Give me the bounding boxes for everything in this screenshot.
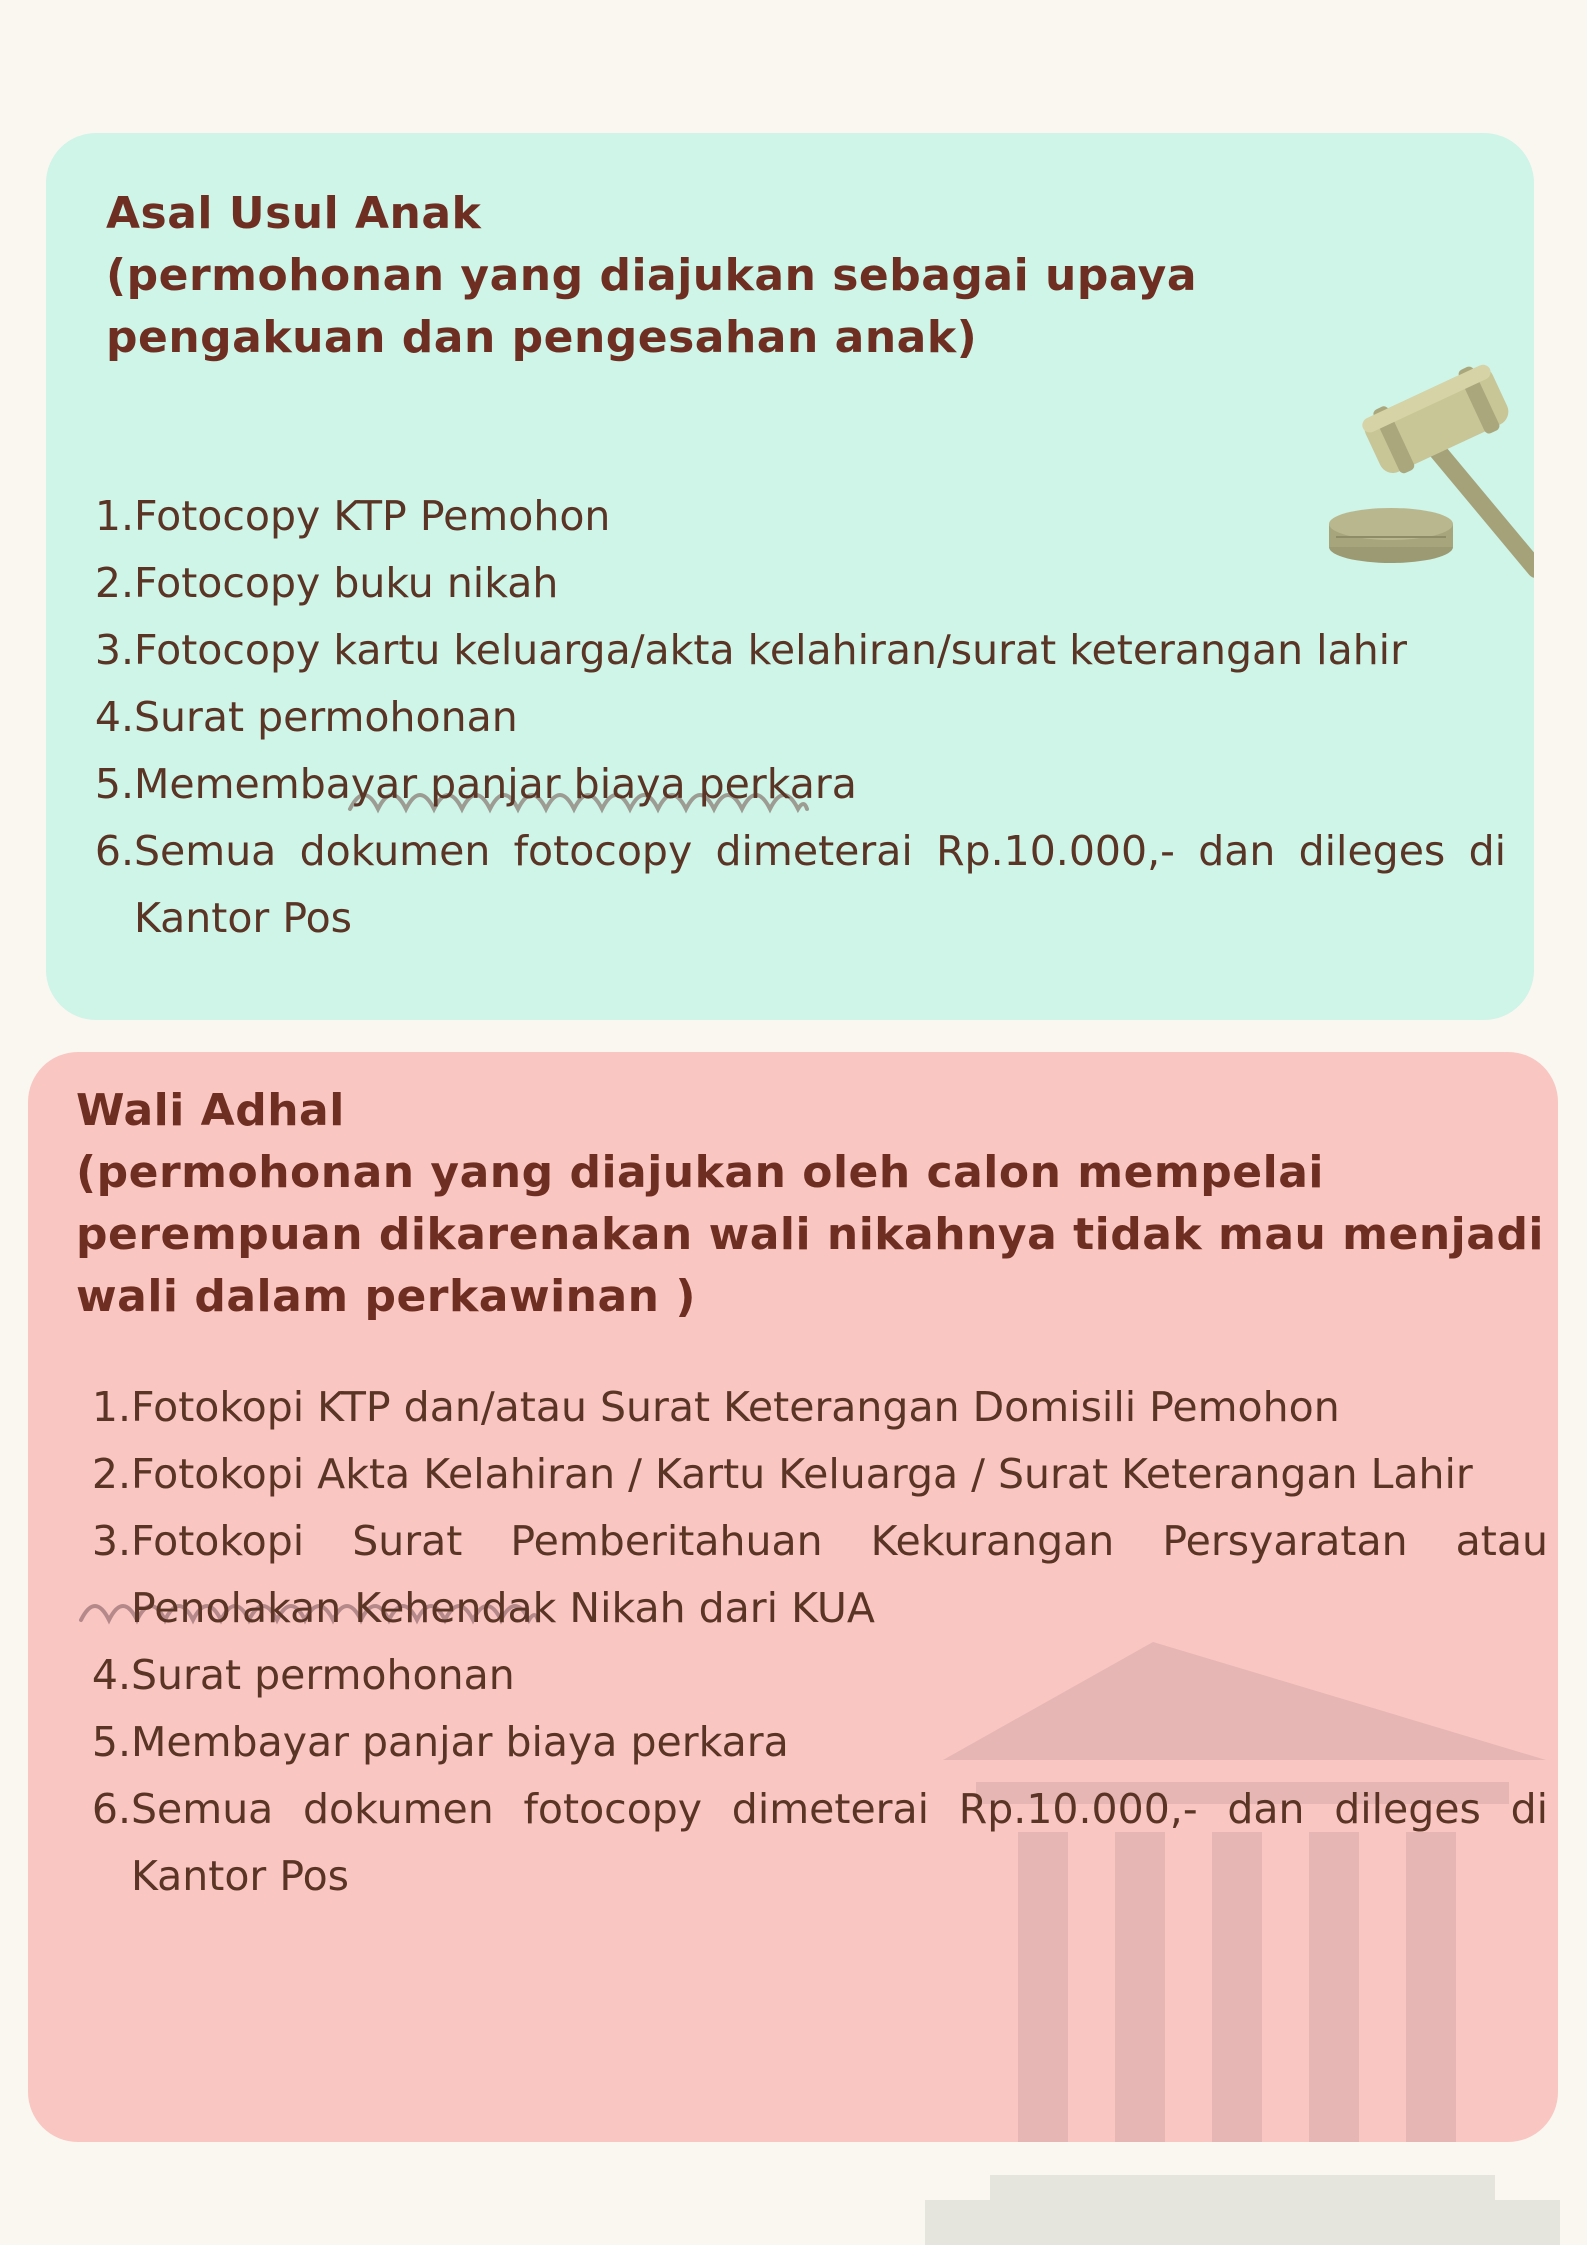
- section-subtitle-line: pengakuan dan pengesahan anak): [106, 312, 978, 363]
- list-number: 2.: [91, 1450, 131, 1498]
- asal-usul-anak-card: [46, 133, 1534, 1020]
- list-text: Semua dokumen fotocopy dimeterai Rp.10.000,- dan dileges di Kantor Pos: [134, 827, 1506, 942]
- list-text: Semua dokumen fotocopy dimeterai Rp.10.000,- dan dileges di Kantor Pos: [131, 1785, 1548, 1900]
- section-subtitle-line: (permohonan yang diajukan sebagai upaya: [106, 250, 1198, 301]
- list-item: [83, 1709, 1548, 1776]
- section-title: Wali Adhal: [76, 1085, 345, 1136]
- list-text: Membayar panjar biaya perkara: [131, 1718, 789, 1766]
- list-number: 4.: [91, 1651, 131, 1699]
- list-number: 4.: [94, 693, 134, 741]
- list-item: [86, 483, 1506, 550]
- list-text: Surat permohonan: [134, 693, 518, 741]
- list-text: Fotocopy buku nikah: [134, 559, 559, 607]
- list-text: Memembayar panjar biaya perkara: [134, 760, 857, 808]
- requirements-list: [83, 1374, 1548, 1910]
- list-number: 1.: [91, 1383, 131, 1431]
- section-title: Asal Usul Anak: [106, 188, 482, 239]
- list-item: [83, 1441, 1548, 1508]
- list-item: [83, 1642, 1548, 1709]
- list-text: Surat permohonan: [131, 1651, 515, 1699]
- list-item: [86, 550, 1506, 617]
- list-item: [86, 684, 1506, 751]
- list-item: [86, 617, 1506, 684]
- wali-adhal-card: [28, 1052, 1558, 2142]
- section-subtitle-line: perempuan dikarenakan wali nikahnya tidak mau menjadi: [76, 1209, 1545, 1260]
- list-number: 2.: [94, 559, 134, 607]
- list-item: [86, 818, 1506, 952]
- list-item: [86, 751, 1506, 818]
- requirements-list: [86, 483, 1506, 952]
- list-number: 3.: [94, 626, 134, 674]
- list-number: 6.: [94, 827, 134, 875]
- list-item: [83, 1776, 1548, 1910]
- list-number: 6.: [91, 1785, 131, 1833]
- section-subtitle-line: (permohonan yang diajukan oleh calon mempelai: [76, 1147, 1324, 1198]
- list-number: 5.: [94, 760, 134, 808]
- list-text: Fotokopi Akta Kelahiran / Kartu Keluarga / Surat Keterangan Lahir: [131, 1450, 1473, 1498]
- wali-adhal-heading: [76, 1080, 1546, 1328]
- list-text: Fotocopy kartu keluarga/akta kelahiran/surat keterangan lahir: [134, 626, 1407, 674]
- list-item: [83, 1508, 1548, 1642]
- list-text: Fotokopi Surat Pemberitahuan Kekurangan Persyaratan atau Penolakan Kehendak Nikah dari KUA: [131, 1517, 1548, 1632]
- list-text: Fotocopy KTP Pemohon: [134, 492, 611, 540]
- list-number: 3.: [91, 1517, 131, 1565]
- section-subtitle-line: wali dalam perkawinan ): [76, 1271, 696, 1322]
- list-text: Fotokopi KTP dan/atau Surat Keterangan Domisili Pemohon: [131, 1383, 1340, 1431]
- list-item: [83, 1374, 1548, 1441]
- list-number: 1.: [94, 492, 134, 540]
- list-number: 5.: [91, 1718, 131, 1766]
- asal-usul-anak-heading: [106, 183, 1206, 369]
